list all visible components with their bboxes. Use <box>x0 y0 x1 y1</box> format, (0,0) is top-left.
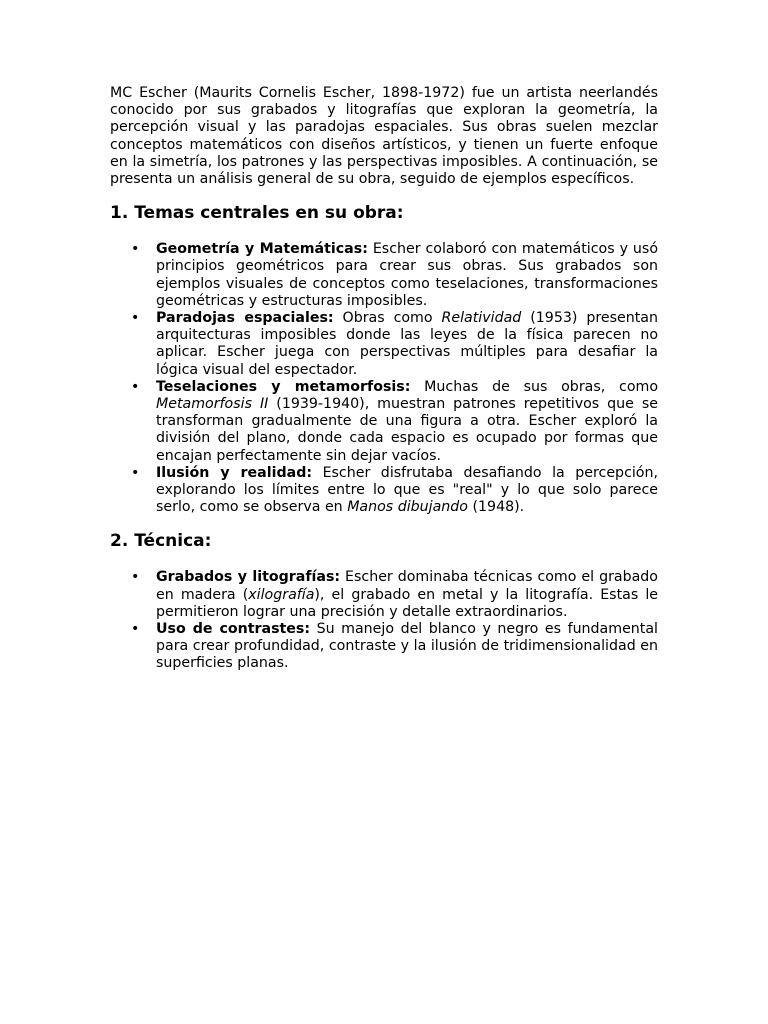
item-term: Teselaciones y metamorfosis: <box>156 378 411 395</box>
bullet-icon: • <box>131 241 140 258</box>
item-term: Geometría y Matemáticas: <box>156 241 368 258</box>
item-text: Su manejo del blanco y negro es fundamental para crear profundidad, contraste y la ilusión de tridimensionalidad en superficies planas. <box>156 621 658 672</box>
bullet-icon: • <box>131 621 140 638</box>
list-item <box>131 241 658 310</box>
item-term: Ilusión y realidad: <box>156 464 313 481</box>
tecnica-list <box>110 569 658 672</box>
item-term: Uso de contrastes: <box>156 621 311 638</box>
artwork-title: Manos dibujando <box>347 499 468 516</box>
list-item <box>131 310 658 379</box>
section-heading-temas: 1. Temas centrales en su obra: <box>110 203 404 224</box>
bullet-icon: • <box>131 378 140 395</box>
intro-paragraph: MC Escher (Maurits Cornelis Escher, 1898-1972) fue un artista neerlandés conocido por sus grabados y litografías que exploran la geometría, la percepción visual y las paradojas espaciales. Sus obras suelen mezclar conceptos matemáticos con diseños artísticos, y tienen un fuerte enfoque en la simetría, los patrones y las perspectivas imposibles. A continuación, se presenta un análisis general de su obra, seguido de ejemplos específicos. <box>110 85 658 188</box>
bullet-icon: • <box>131 310 140 327</box>
section-heading-tecnica: 2. Técnica: <box>110 531 212 552</box>
item-text: Escher disfrutaba desafiando la percepción, explorando los límites entre lo que es "real" y lo que solo parece serlo, como se observa en <box>156 464 658 516</box>
item-text: Escher dominaba técnicas como el grabado en madera ( <box>156 569 658 603</box>
artwork-title: Relatividad <box>441 310 522 327</box>
list-item <box>131 621 658 673</box>
artwork-title: Metamorfosis II <box>156 396 269 413</box>
list-item <box>131 378 658 465</box>
technique-term: xilografía <box>248 586 315 603</box>
item-term: Paradojas espaciales: <box>156 310 334 327</box>
bullet-icon: • <box>131 464 140 481</box>
item-text: Muchas de sus obras, como <box>410 378 658 395</box>
item-text: (1953) presentan arquitecturas imposibles donde las leyes de la física parecen no aplicar. Escher juega con perspectivas múltiples para desafiar la lógica visual del espectador. <box>156 310 658 378</box>
item-text: (1939-1940), muestran patrones repetitivos que se transforman gradualmente de una figura a otra. Escher exploró la división del plano, donde cada espacio es ocupado por formas que encajan perfectamente sin dejar vacíos. <box>156 396 658 464</box>
item-text: ), el grabado en metal y la litografía. Estas le permitieron lograr una precisión y detalle extraordinarios. <box>156 586 658 620</box>
list-item <box>131 464 658 517</box>
item-text: Obras como <box>333 310 442 327</box>
list-item <box>131 569 658 621</box>
item-text: (1948). <box>467 499 525 516</box>
bullet-icon: • <box>131 569 140 586</box>
item-term: Grabados y litografías: <box>156 569 341 586</box>
temas-list <box>110 241 658 516</box>
item-text: Escher colaboró con matemáticos y usó principios geométricos para crear sus obras. Sus grabados son ejemplos visuales de conceptos como teselaciones, transformaciones geométricas y estructuras imposibles. <box>156 241 658 309</box>
document-page <box>110 85 658 673</box>
